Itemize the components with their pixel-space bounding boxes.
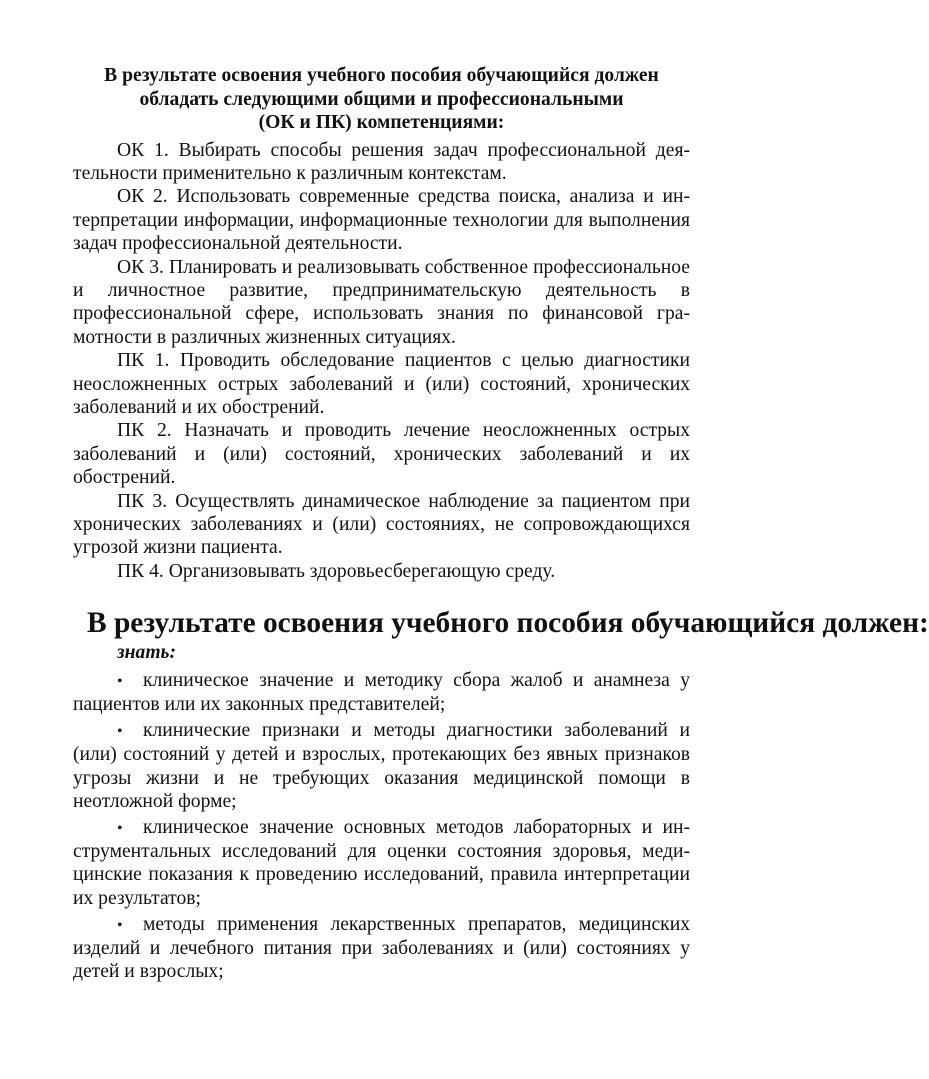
title-line-3: (ОК и ПК) компетенциями: <box>258 112 505 133</box>
competency-pk1: ПК 1. Проводить обследование пациентов с целью диагностики неосложненных острых заболеваний и (или) состояний, хронических заболеваний и их обострений. <box>73 350 690 418</box>
competency-ok1: ОК 1. Выбирать способы решения задач профессиональной деятельности применительно к различным контекстам. <box>73 139 690 184</box>
know-item-text: клиническое значение и методику сбора жалоб и анамнеза у пациентов или их законных представителей; <box>73 669 690 715</box>
competency-pk2: ПК 2. Назначать и проводить лечение неосложненных острых заболеваний и (или) состояний, хронических заболеваний и их обострений. <box>73 420 690 489</box>
know-item-text: клинические признаки и методы диагностики заболеваний и (или) состояний у детей и взрослых, протекающих без явных признаков угрозы жизни и не требующих оказания медицинской помощи в неотложной форме; <box>73 720 690 812</box>
bullet-icon: • <box>117 723 123 741</box>
learning-outcomes-heading: В результате освоения учебного пособия обучающийся должен: <box>87 607 929 640</box>
bullet-icon: • <box>117 819 123 837</box>
know-item-text: методы применения лекарственных препаратов, медицинских изделий и лечебного питания при заболеваниях и (или) состояниях у детей и взрослых; <box>73 913 690 983</box>
competency-pk3: ПК 3. Осуществлять динамическое наблюдение за пациентом при хронических заболеваниях и (или) состояниях, не сопровождающихся угрозой жизни пациента. <box>73 490 690 559</box>
know-item <box>73 913 690 984</box>
competency-pk4: ПК 4. Организовывать здоровьесберегающую среду. <box>117 560 556 582</box>
title-line-1: В результате освоения учебного пособия обучающийся должен <box>104 65 659 86</box>
know-label-colon: : <box>169 641 177 663</box>
competencies-title <box>73 64 690 135</box>
know-label <box>117 640 690 666</box>
bullet-icon: • <box>117 916 123 934</box>
document-page <box>73 64 929 983</box>
competency-ok2: ОК 2. Использовать современные средства поиска, анализа и интерпретации информации, информационные технологии для выполнения задач профессиональной деятельности. <box>73 186 690 255</box>
know-label-text: знать <box>117 641 170 663</box>
learning-outcomes-section <box>73 607 929 983</box>
title-line-2: обладать следующими общими и профессиональными <box>139 88 624 110</box>
competencies-list <box>73 139 690 584</box>
know-item-text: клиническое значение основных методов лабораторных и инструментальных исследований для оценки состояния здоровья, медицинские показания к проведению исследований, правила интерпретации их результатов; <box>73 816 690 909</box>
know-item <box>73 816 690 910</box>
know-item <box>73 719 690 813</box>
bullet-icon: • <box>117 672 123 690</box>
competency-ok3: ОК 3. Планировать и реализовывать собственное профессиональное и личностное развитие, предпринимательскую деятельность в профессиональной сфере, использовать знания по финансовой грамотности в различных жизненных ситуациях. <box>73 256 690 348</box>
know-item <box>73 669 690 716</box>
